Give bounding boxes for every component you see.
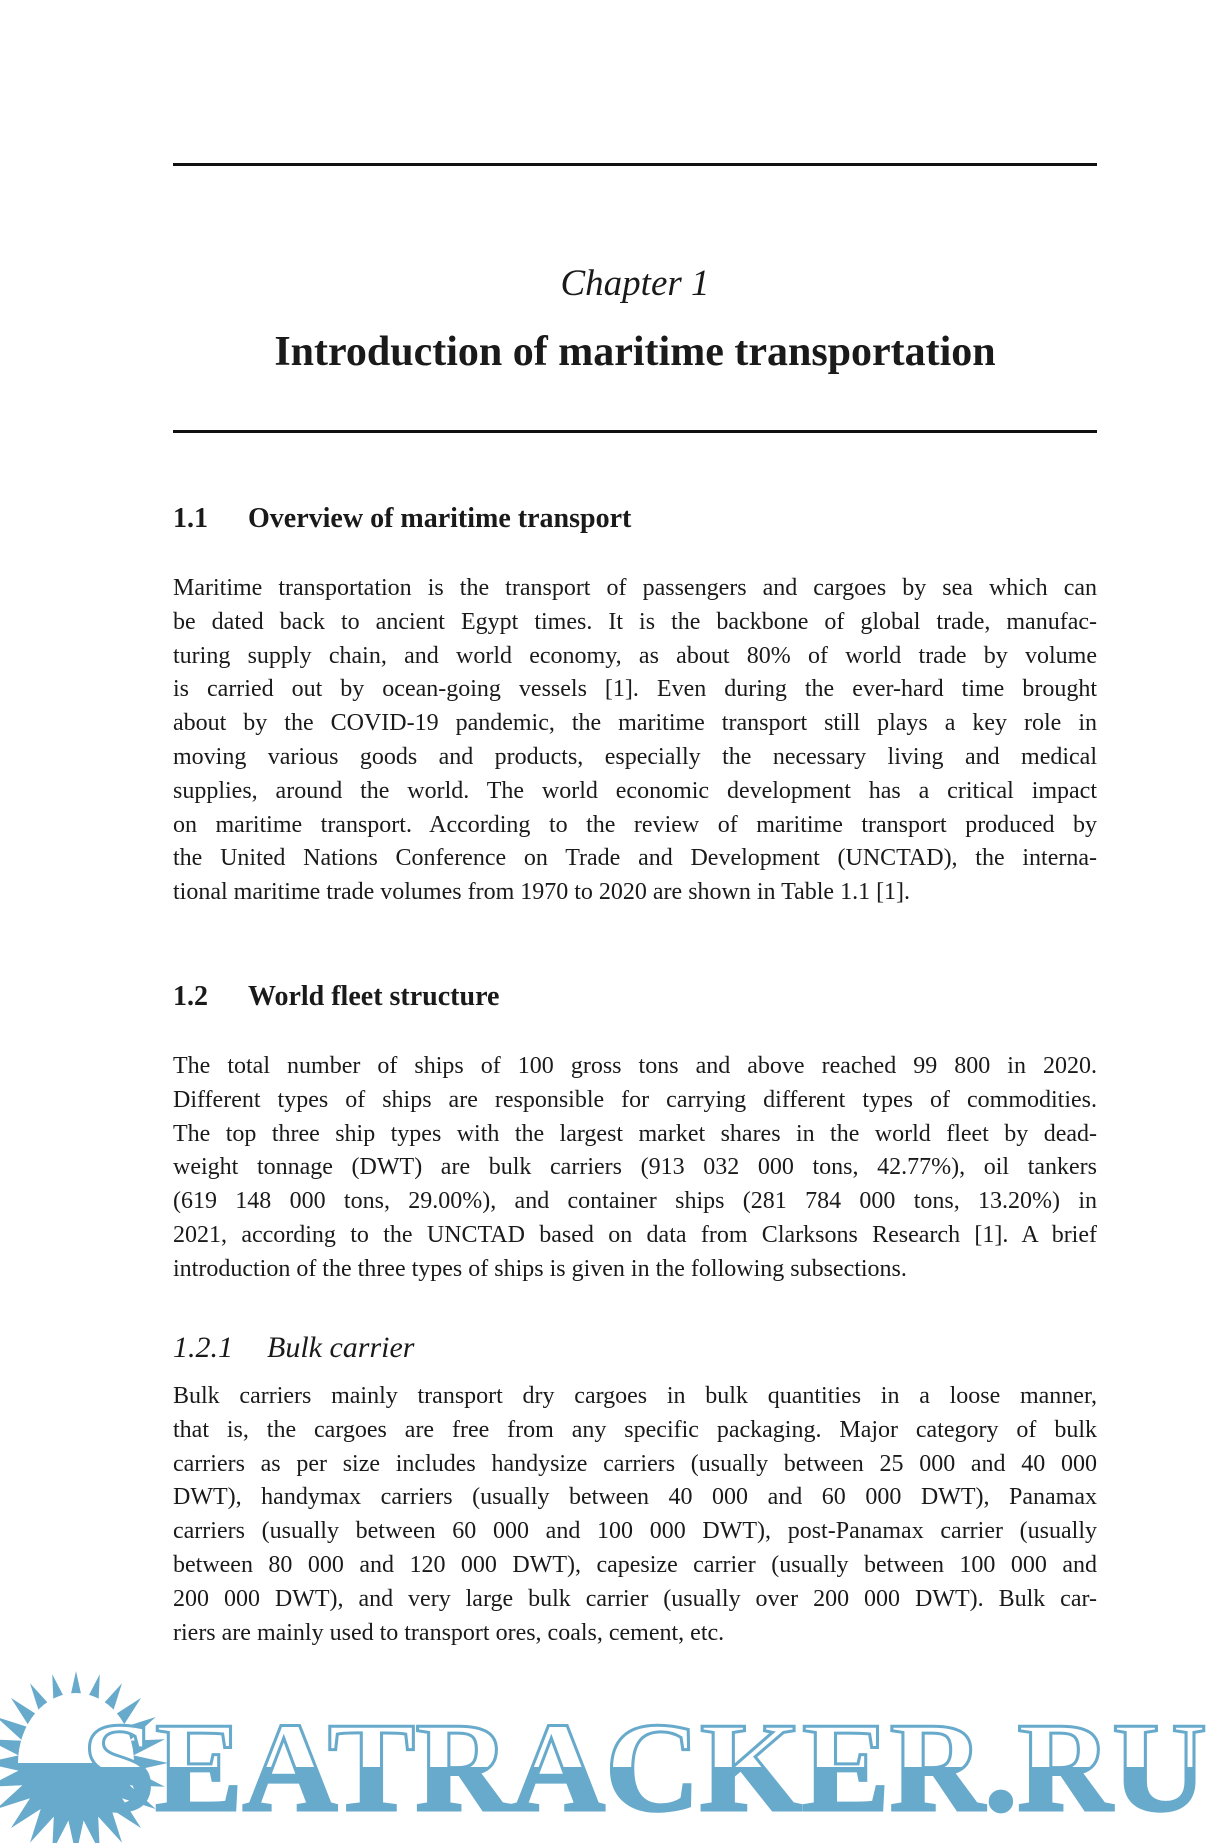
text-line: tional maritime trade volumes from 1970 to 2020 are shown in Table 1.1 [1]. xyxy=(173,879,911,906)
text-line: moving various goods and products, especially the necessary living and medical xyxy=(173,743,1097,770)
text-line: (619 148 000 tons, 29.00%), and container ships (281 784 000 tons, 13.20%) in xyxy=(173,1188,1097,1215)
text-line: The total number of ships of 100 gross tons and above reached 99 800 in 2020. xyxy=(173,1053,1097,1079)
paragraph-fleet xyxy=(173,1050,1097,1287)
text-line: on maritime transport. According to the review of maritime transport produced by xyxy=(173,811,1097,838)
text-line: be dated back to ancient Egypt times. It is the backbone of global trade, manufac- xyxy=(173,608,1097,635)
section-number: 1.1 xyxy=(173,503,208,534)
text-line: is carried out by ocean-going vessels [1]. Even during the ever-hard time brought xyxy=(173,676,1097,703)
text-line: Bulk carriers mainly transport dry cargoes in bulk quantities in a loose manner, xyxy=(173,1383,1097,1409)
paragraph-bulk-carrier xyxy=(173,1380,1097,1650)
section-number: 1.2 xyxy=(173,981,208,1012)
text-line: supplies, around the world. The world economic development has a critical impact xyxy=(173,777,1097,804)
text-line: the United Nations Conference on Trade and Development (UNCTAD), the interna- xyxy=(173,845,1097,872)
text-line: 200 000 DWT), and very large bulk carrier (usually over 200 000 DWT). Bulk car- xyxy=(173,1585,1097,1612)
text-line: introduction of the three types of ships is given in the following subsections. xyxy=(173,1255,907,1282)
text-line: weight tonnage (DWT) are bulk carriers (913 032 000 tons, 42.77%), oil tankers xyxy=(173,1154,1097,1181)
watermark-text: SEATRACKER.RU xyxy=(82,1696,1207,1838)
section-heading-1-1 xyxy=(173,503,631,535)
text-line: turing supply chain, and world economy, as about 80% of world trade by volume xyxy=(173,642,1097,669)
chapter-title: Introduction of maritime transportation xyxy=(274,329,996,375)
section-title: World fleet structure xyxy=(248,981,500,1012)
bottom-rule xyxy=(173,430,1097,433)
text-line: carriers (usually between 60 000 and 100 000 DWT), post-Panamax carrier (usually xyxy=(173,1518,1097,1545)
text-line: between 80 000 and 120 000 DWT), capesize carrier (usually between 100 000 and xyxy=(173,1551,1097,1578)
subsection-title: Bulk carrier xyxy=(267,1331,415,1364)
text-line: riers are mainly used to transport ores, coals, cement, etc. xyxy=(173,1619,725,1646)
subsection-number: 1.2.1 xyxy=(173,1331,233,1364)
chapter-label: Chapter 1 xyxy=(560,263,710,304)
text-line: that is, the cargoes are free from any specific packaging. Major category of bulk xyxy=(173,1416,1097,1443)
subsection-heading-1-2-1 xyxy=(173,1331,414,1365)
text-line: DWT), handymax carriers (usually between 40 000 and 60 000 DWT), Panamax xyxy=(173,1484,1097,1511)
text-line: Maritime transportation is the transport of passengers and cargoes by sea which can xyxy=(173,575,1097,601)
text-line: carriers as per size includes handysize carriers (usually between 25 000 and 40 000 xyxy=(173,1450,1097,1477)
watermark-logo xyxy=(0,1650,1229,1843)
text-line: Different types of ships are responsible for carrying different types of commodities. xyxy=(173,1086,1097,1113)
top-rule xyxy=(173,163,1097,166)
text-line: The top three ship types with the largest market shares in the world fleet by dead- xyxy=(173,1120,1097,1147)
text-line: about by the COVID-19 pandemic, the maritime transport still plays a key role in xyxy=(173,710,1097,737)
section-heading-1-2 xyxy=(173,981,499,1013)
section-title: Overview of maritime transport xyxy=(248,503,632,534)
paragraph-overview xyxy=(173,572,1097,910)
text-line: 2021, according to the UNCTAD based on data from Clarksons Research [1]. A brief xyxy=(173,1221,1097,1248)
